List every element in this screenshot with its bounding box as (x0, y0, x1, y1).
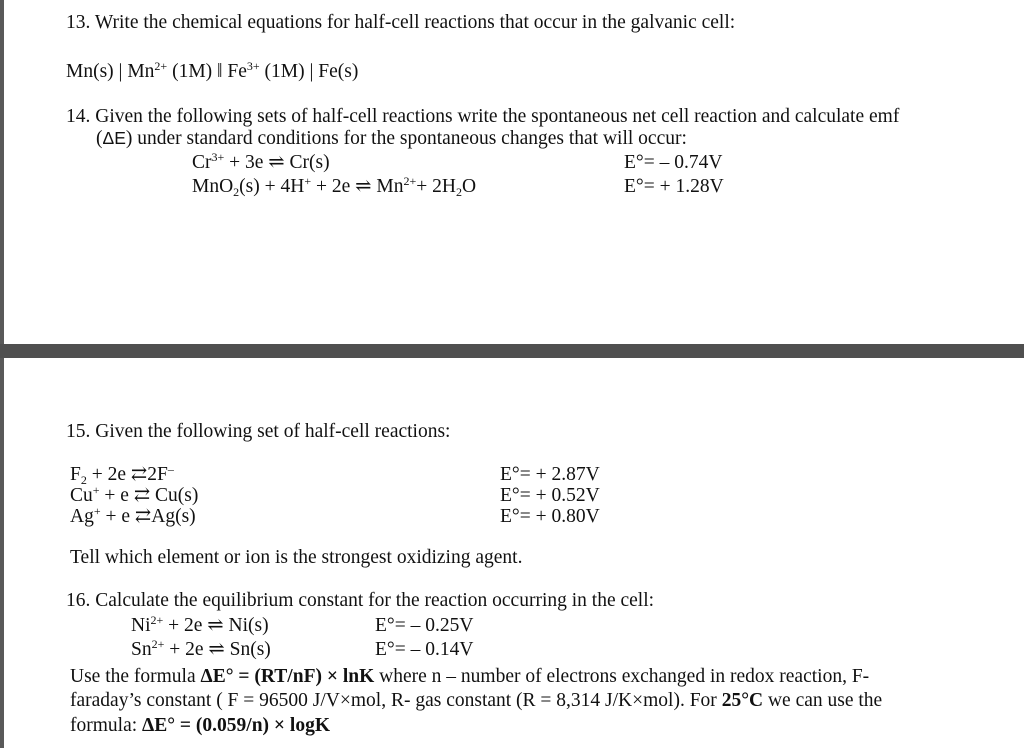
q16-r2-a: Sn (131, 639, 152, 660)
q15-r3-b: + e ⇄Ag(s) (100, 506, 196, 527)
question-16 (66, 591, 654, 611)
question-14-line-2 (96, 129, 687, 149)
q14-r2-d-sub: 2 (455, 185, 462, 199)
q14-delta-e: ΔE (102, 128, 126, 148)
q16-reaction-1 (131, 613, 269, 636)
question-14-text: 14. Given the following sets of half-cell reactions write the spontaneous net cell reaction and calculate emf (66, 106, 900, 127)
ln-formula: ΔE° = (RT/nF) × lnK (200, 666, 375, 687)
q14-r2-e: O (461, 176, 477, 197)
q14-reaction-1-potential: E°= – 0.74V (624, 152, 723, 173)
q16-reaction-2 (131, 637, 271, 660)
q14-r1-species: Cr (192, 152, 212, 173)
q14-reaction-2-potential: E°= + 1.28V (624, 176, 724, 197)
q16-r1-a: Ni (131, 615, 151, 636)
q14-paren: ( (96, 128, 103, 149)
cell-mid: (1M) ‖ Fe (167, 61, 247, 82)
q14-reaction-2 (192, 174, 477, 199)
q16-f3-pre: formula: (70, 715, 143, 736)
q15-r2-b: + e ⇄ Cu(s) (99, 485, 199, 506)
q15-reaction-1 (70, 462, 174, 487)
q15-r1-b-charge: – (167, 462, 174, 476)
question-15 (66, 422, 450, 442)
q15-r3-charge: + (93, 504, 101, 518)
q16-f1-post: where n – number of electrons exchanged in redox reaction, F- (374, 666, 870, 687)
question-13-text: 13. Write the chemical equations for half-cell reactions that occur in the galvanic cell: (66, 12, 736, 33)
cell-fe-charge: 3+ (246, 59, 260, 73)
q16-reaction-1-potential: E°= – 0.25V (375, 615, 474, 636)
q15-reaction-3-potential: E°= + 0.80V (500, 506, 600, 527)
q15-r3-a: Ag (70, 506, 94, 527)
q15-reaction-2-potential: E°= + 0.52V (500, 485, 600, 506)
question-13 (66, 13, 735, 33)
q15-r1-a-sub: 2 (80, 473, 87, 487)
question-15-text: 15. Given the following set of half-cell reactions: (66, 421, 451, 442)
question-14-line-1 (66, 107, 899, 127)
question-16-text: 16. Calculate the equilibrium constant for the reaction occurring in the cell: (66, 590, 655, 611)
q14-r2-c-charge: 2+ (403, 174, 417, 188)
q15-reaction-1-potential: E°= + 2.87V (500, 464, 600, 485)
q16-r1-b: + 2e ⇌ Ni(s) (163, 615, 269, 636)
q16-r2-charge: 2+ (151, 637, 165, 651)
q14-r2-b: (s) + 4H (239, 176, 305, 197)
q16-formula-line-2 (70, 691, 882, 711)
cell-end: (1M) | Fe(s) (259, 61, 359, 82)
q16-formula-line-3 (70, 716, 330, 736)
q14-r2-a: MnO (192, 176, 234, 197)
q14-r2-b-charge: + (304, 174, 312, 188)
q15-reaction-3 (70, 504, 196, 527)
log-formula: ΔE° = (0.059/n) × logK (142, 715, 330, 736)
q14-r2-a-sub: 2 (233, 185, 240, 199)
q16-reaction-2-potential: E°= – 0.14V (375, 639, 474, 660)
q14-r2-c: + 2e ⇌ Mn (311, 176, 404, 197)
q16-r2-b: + 2e ⇌ Sn(s) (164, 639, 271, 660)
galvanic-cell-notation (66, 59, 359, 82)
q15-r2-a: Cu (70, 485, 93, 506)
q14-r1-rest: + 3e ⇌ Cr(s) (224, 152, 330, 173)
q14-r1-charge: 3+ (211, 150, 225, 164)
document-page-top (0, 0, 1024, 344)
q14-line2-rest: ) under standard conditions for the spontaneous changes that will occur: (125, 128, 687, 149)
q16-r1-charge: 2+ (150, 613, 164, 627)
page-separator (0, 344, 1024, 358)
q16-f2-post: we can use the (763, 690, 883, 711)
q15-r1-b: + 2e ⇄2F (86, 464, 168, 485)
q14-reaction-1 (192, 150, 330, 173)
q15-reaction-2 (70, 483, 199, 506)
cell-mn: Mn(s) | Mn (66, 61, 155, 82)
q16-f1-pre: Use the formula (70, 666, 201, 687)
document-page-bottom (0, 358, 1024, 748)
q16-f2: faraday’s constant ( F = 96500 J/V×mol, R- gas constant (R = 8,314 J/K×mol). For (70, 690, 722, 711)
temperature: 25°C (721, 690, 764, 711)
q16-formula-line-1 (70, 667, 869, 687)
q15-r1-a: F (70, 464, 81, 485)
q14-r2-d: + 2H (416, 176, 456, 197)
cell-mn-charge: 2+ (154, 59, 168, 73)
q15-question: Tell which element or ion is the strongest oxidizing agent. (70, 547, 523, 568)
q15-r2-charge: + (92, 483, 100, 497)
